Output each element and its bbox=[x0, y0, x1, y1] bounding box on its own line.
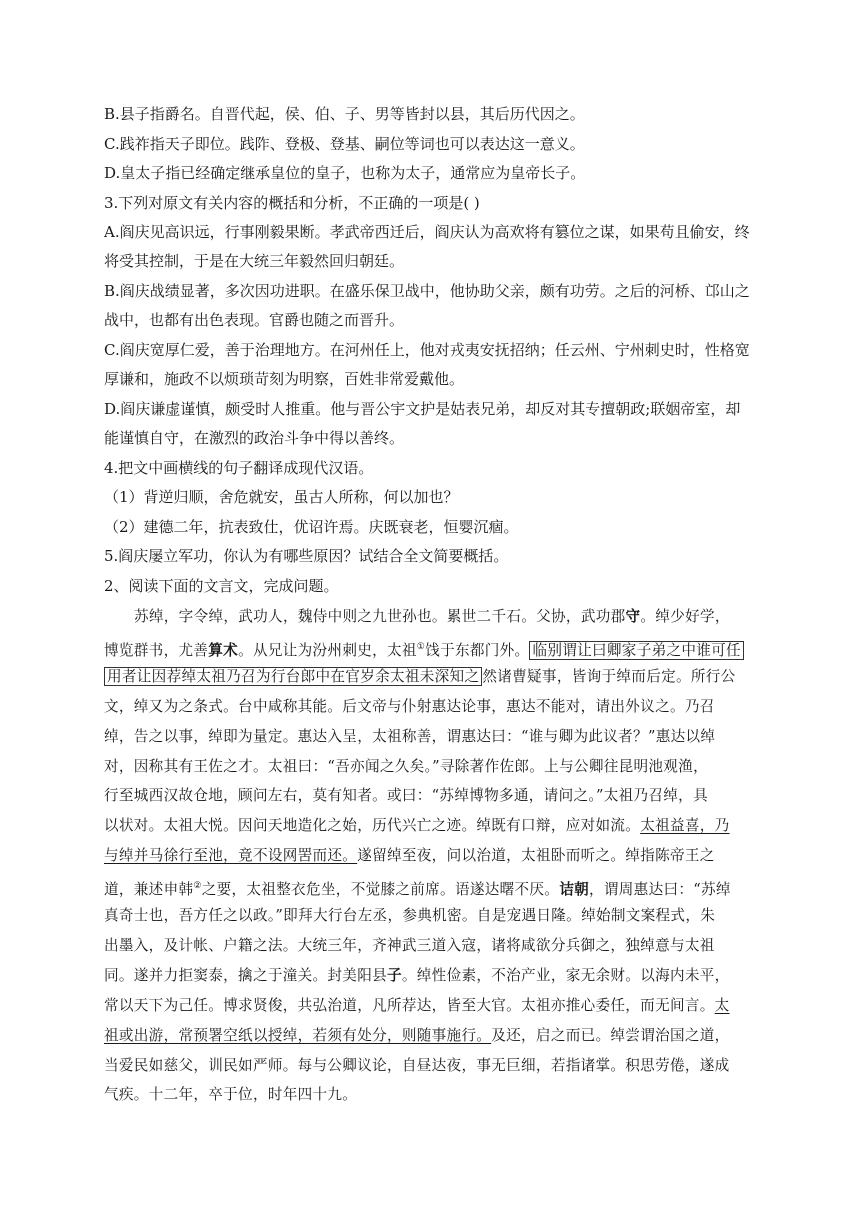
q3-option-b-line1: B.阎庆战绩显著，多次因功进职。在盛乐保卫战中，他协助父亲，颇有功劳。之后的河桥、邙山之 bbox=[104, 282, 750, 300]
passage-line-3: 用者让因荐绰太祖乃召为行台郎中在官岁余太祖未深知之 然诸曹疑事，皆询于绰而后定。所行公 bbox=[104, 667, 764, 687]
passage-line-12: 出墨入，及计帐、户籍之法。大统三年，齐神武三道入寇，诸将咸欲分兵御之，独绰意与太祖 bbox=[104, 937, 715, 954]
passage-line-4: 文，绰又为之条式。台中咸称其能。后文帝与仆射惠达论事，惠达不能对，请出外议之。乃召 bbox=[104, 698, 715, 715]
underlined-sentence-1-part1: 太祖益喜，乃 bbox=[640, 817, 730, 834]
question-3: 3.下列对原文有关内容的概括和分析，不正确的一项是( ) bbox=[104, 194, 480, 212]
underlined-sentence-1-part2: 与绰并马徐行至池，竟不设网罟而还。 bbox=[104, 847, 358, 864]
passage-line-16: 当爱民如慈父，训民如严师。每与公卿议论，自昼达夜，事无巨细，若指诸掌。积思劳倦，遂成 bbox=[104, 1057, 730, 1074]
q3-option-c-line1: C.阎庆宽厚仁爱，善于治理地方。在河州任上，他对戎夷安抚招纳；任云州、宁州刺史时，性格宽 bbox=[104, 341, 750, 359]
option-c: C.践祚指天子即位。践阼、登极、登基、嗣位等词也可以表达这一意义。 bbox=[104, 135, 585, 153]
option-b: B.县子指爵名。自晋代起，侯、伯、子、男等皆封以县，其后历代因之。 bbox=[104, 105, 585, 123]
passage-line-8: 以状对。太祖大悦。因问天地造化之始，历代兴亡之迹。绰既有口辩，应对如流。太祖益喜，乃 bbox=[104, 817, 730, 834]
underlined-sentence-2-part2: 祖或出游，常预署空纸以授绰，若须有处分，则随事施行。 bbox=[104, 1027, 492, 1044]
passage-line-7: 行至城西汉故仓地，顾问左右，莫有知者。或曰：“苏绰博物多通，请问之。”太祖乃召绰，具 bbox=[104, 787, 708, 804]
q3-option-d-line1: D.阎庆谦虚谨慎，颇受时人推重。他与晋公宇文护是姑表兄弟，却反对其专擅朝政;联姻帝室，却 bbox=[104, 400, 741, 418]
passage-line-1: 苏绰，字令绰，武功人，魏侍中则之九世孙也。累世二千石。父协，武功郡守。绰少好学， bbox=[134, 608, 730, 625]
passage-line-15: 祖或出游，常预署空纸以授绰，若须有处分，则随事施行。及还，启之而已。绰尝谓治国之道， bbox=[104, 1027, 730, 1044]
passage-line-9: 与绰并马徐行至池，竟不设网罟而还。遂留绰至夜，问以治道，太祖卧而听之。绰指陈帝王之 bbox=[104, 847, 715, 864]
question-4: 4.把文中画横线的句子翻译成现代汉语。 bbox=[104, 459, 374, 477]
q3-option-a-line2: 将受其控制，于是在大统三年毅然回归朝廷。 bbox=[104, 252, 405, 270]
q3-option-c-line2: 厚谦和，施政不以烦琐苛刻为明察，百姓非常爱戴他。 bbox=[104, 370, 465, 388]
section-2-heading: 2、阅读下面的文言文，完成问题。 bbox=[104, 577, 339, 595]
passage-line-2: 博览群书，尤善算术。从兄让为汾州刺史，太祖①饯于东都门外。 临别谓让曰卿家子弟之中谁可任 bbox=[104, 637, 764, 661]
passage-line-10: 道，兼述申韩②之要，太祖整衣危坐，不觉膝之前席。语遂达曙不厌。诘朝，谓周惠达曰：“苏绰 bbox=[104, 880, 731, 898]
underlined-sentence-2-part1: 太 bbox=[714, 997, 730, 1014]
question-4-item-1: （1）背逆归顺，舍危就安，虽古人所称，何以加也？ bbox=[104, 488, 459, 506]
question-5: 5.阎庆屡立军功，你认为有哪些原因？试结合全文简要概括。 bbox=[104, 547, 509, 565]
q3-option-d-line2: 能谨慎自守，在激烈的政治斗争中得以善终。 bbox=[104, 429, 405, 447]
q3-option-b-line2: 战中，也都有出色表现。官爵也随之而晋升。 bbox=[104, 311, 405, 329]
passage-line-17: 气疾。十二年，卒于位，时年四十九。 bbox=[104, 1086, 358, 1103]
passage-line-11: 真奇士也，吾方任之以政。”即拜大行台左丞，参典机密。自是宠遇日隆。绰始制文案程式，朱 bbox=[104, 907, 716, 924]
question-4-item-2: （2）建德二年，抗表致仕，优诏许焉。庆既衰老，恒婴沉痼。 bbox=[104, 518, 519, 536]
option-d: D.皇太子指已经确定继承皇位的皇子，也称为太子，通常应为皇帝长子。 bbox=[104, 164, 586, 182]
passage-line-14: 常以天下为己任。博求贤俊，共弘治道，凡所荐达，皆至大官。太祖亦推心委任，而无间言。太 bbox=[104, 997, 730, 1014]
passage-line-5: 绰，告之以事，绰即为量定。惠达入呈，太祖称善，谓惠达曰：“谁与卿为此议者？”惠达以绰 bbox=[104, 728, 716, 745]
boxed-sentence-part1: 临别谓让曰卿家子弟之中谁可任 bbox=[529, 641, 744, 660]
q3-option-a-line1: A.阎庆见高识远，行事刚毅果断。孝武帝西迁后，阎庆认为高欢将有篡位之谋，如果苟且偷安，终 bbox=[104, 223, 750, 241]
passage-line-6: 对，因称其有王佐之才。太祖曰：“吾亦闻之久矣。”寻除著作佐郎。上与公卿往昆明池观渔， bbox=[104, 758, 708, 775]
boxed-sentence-part2: 用者让因荐绰太祖乃召为行台郎中在官岁余太祖未深知之 bbox=[104, 667, 482, 686]
passage-line-13: 同。遂并力拒窦泰，擒之于潼关。封美阳县子。绰性俭素，不治产业，家无余财。以海内未平， bbox=[104, 967, 730, 984]
